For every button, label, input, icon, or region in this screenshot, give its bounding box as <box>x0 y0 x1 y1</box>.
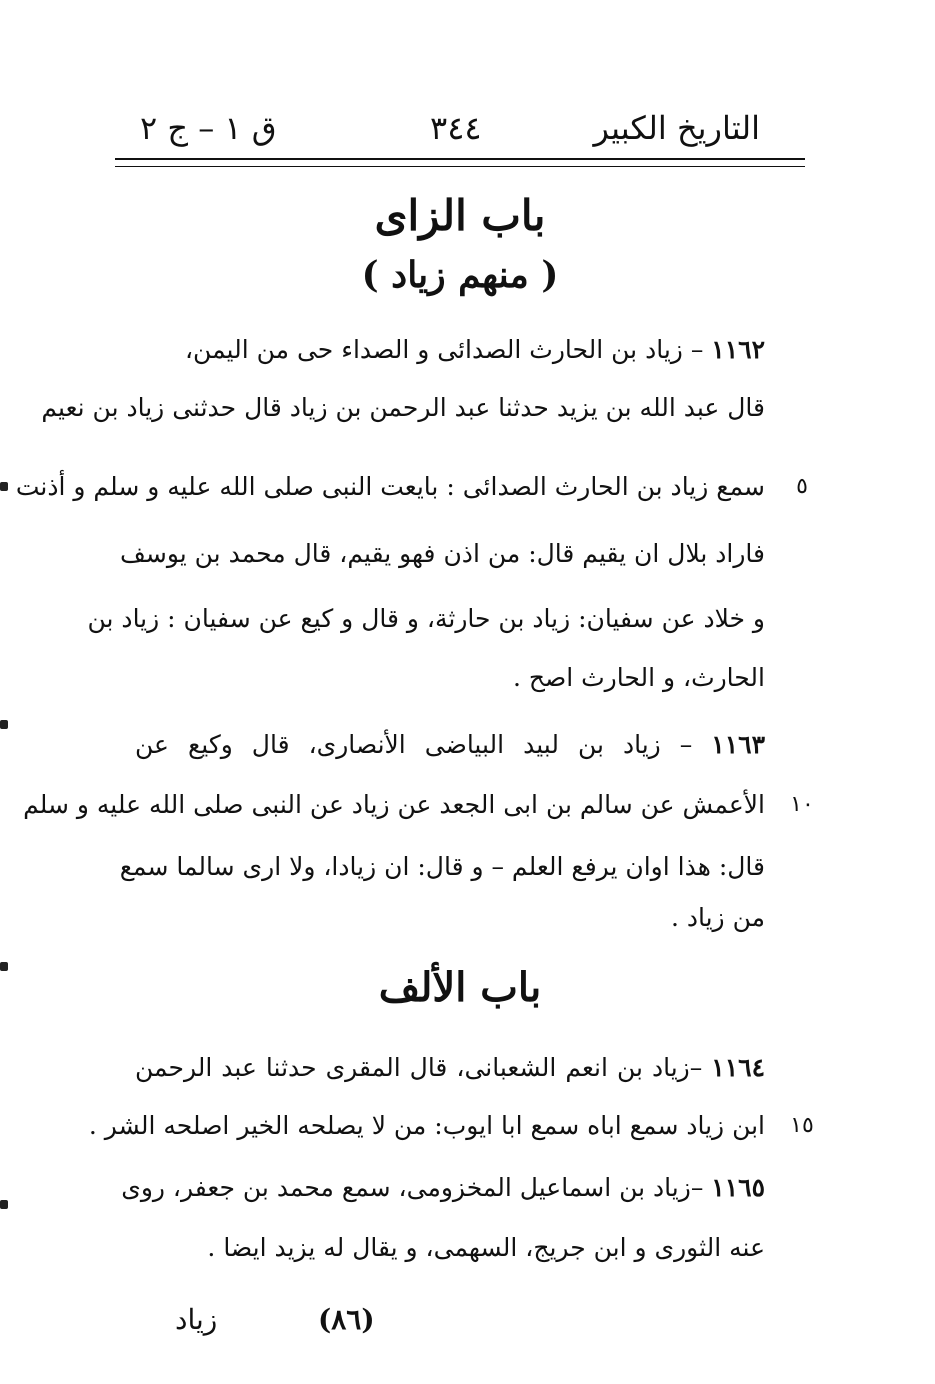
line-text: الأعمش عن سالم بن ابى الجعد عن زياد عن النبى صلى الله عليه و سلم <box>23 790 765 819</box>
line-text: قال عبد الله بن يزيد حدثنا عبد الرحمن بن زياد قال حدثنى زياد بن نعيم <box>41 393 765 422</box>
folio-number: (٨٦) <box>318 1303 375 1336</box>
text-line <box>135 890 765 946</box>
volume-signature: ق ١ – ج ٢ <box>140 109 277 147</box>
line-number: ٥ <box>796 474 808 499</box>
entry-number: ١١٦٥ <box>711 1173 765 1202</box>
text-line <box>135 322 765 378</box>
line-text: ابن زياد سمع اباه سمع ابا ايوب: من لا يصلحه الخير اصلحه الشر . <box>88 1111 765 1140</box>
line-text: سمع زياد بن الحارث الصدائى : بايعت النبى صلى الله عليه و سلم و أذنت <box>15 472 765 501</box>
header-rule-thin <box>115 166 805 167</box>
line-text: عنه الثورى و ابن جريج، السهمى، و يقال له يزيد ايضا . <box>207 1233 765 1262</box>
page-number: ٣٤٤ <box>430 109 482 147</box>
book-title: التاريخ الكبير <box>593 109 760 147</box>
scan-edge-mark <box>0 1200 8 1209</box>
text-line <box>119 839 765 895</box>
text-line <box>135 717 765 773</box>
line-text: –زياد بن انعم الشعبانى، قال المقرى حدثنا عبد الرحمن <box>135 1053 712 1082</box>
entry-number: ١١٦٤ <box>711 1053 765 1082</box>
text-line <box>135 1040 765 1096</box>
section-heading: باب الألف <box>378 964 542 1011</box>
line-number: ١٥ <box>790 1113 814 1138</box>
text-line <box>120 526 765 582</box>
line-text: – زياد بن لبيد البياضى الأنصارى، قال وكيع عن <box>135 730 712 759</box>
text-line <box>121 1160 765 1216</box>
text-line <box>41 380 765 436</box>
scan-edge-mark <box>0 482 8 491</box>
line-number: ١٠ <box>790 792 814 817</box>
catchword: زياد <box>175 1303 218 1336</box>
line-text: و خلاد عن سفيان: زياد بن حارثة، و قال و كيع عن سفيان : زياد بن <box>87 604 765 633</box>
text-line <box>88 1098 765 1154</box>
chapter-subheading: ( منهم زياد ) <box>361 254 559 296</box>
scan-edge-mark <box>0 962 8 971</box>
scan-edge-mark <box>0 720 8 729</box>
header-rule <box>115 158 805 160</box>
entry-number: ١١٦٢ <box>711 335 765 364</box>
text-line <box>135 650 765 706</box>
line-text: –زياد بن اسماعيل المخزومى، سمع محمد بن جعفر، روى <box>121 1173 712 1202</box>
entry-number: ١١٦٣ <box>711 730 765 759</box>
line-text: الحارث، و الحارث اصح . <box>512 663 765 692</box>
line-text: فاراد بلال ان يقيم قال: من اذن فهو يقيم، قال محمد بن يوسف <box>120 539 765 568</box>
chapter-heading: باب الزاى <box>374 191 546 240</box>
text-line <box>23 777 765 833</box>
line-text: – زياد بن الحارث الصدائى و الصداء حى من اليمن، <box>184 335 712 364</box>
text-line <box>87 591 765 647</box>
line-text: من زياد . <box>670 903 765 932</box>
text-line <box>135 1220 765 1276</box>
running-header <box>140 103 760 153</box>
text-line <box>15 459 765 515</box>
line-text: قال: هذا اوان يرفع العلم – و قال: ان زيادا، ولا ارى سالما سمع <box>119 852 765 881</box>
